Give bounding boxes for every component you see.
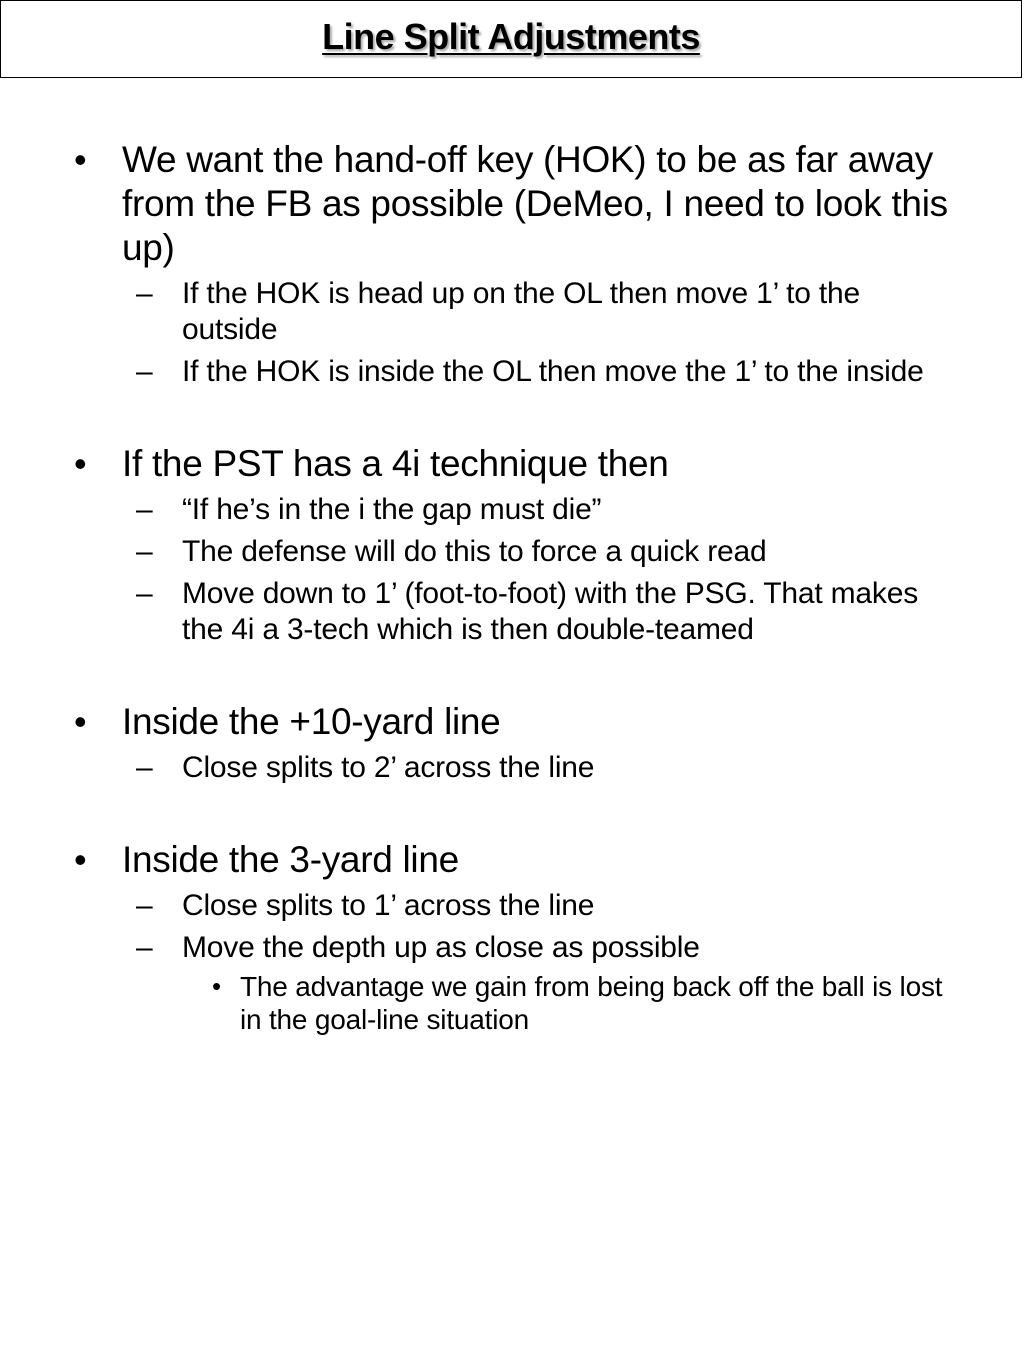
bullet-section-3yard — [72, 838, 962, 1036]
bullet-icon: • — [74, 701, 87, 742]
bullet-text: Inside the 3-yard line — [122, 839, 459, 880]
dash-icon: – — [136, 277, 153, 310]
sub-bullet-text: Close splits to 2’ across the line — [182, 751, 595, 784]
sub-bullet-text: Close splits to 1’ across the line — [182, 889, 595, 922]
bullet-item — [72, 700, 962, 744]
bullet-icon: • — [212, 971, 222, 1001]
sub-bullet-text: “If he’s in the i the gap must die” — [182, 493, 602, 526]
dash-icon: – — [136, 493, 153, 526]
bullet-section-hok — [72, 138, 962, 390]
sub-bullet-text: Move the depth up as close as possible — [182, 931, 700, 964]
sub-bullet-item — [122, 276, 962, 348]
dash-icon: – — [136, 931, 153, 964]
sub-bullet-item — [122, 492, 962, 528]
bullet-text: Inside the +10-yard line — [122, 701, 501, 742]
bullet-icon: • — [74, 443, 87, 484]
bullet-item — [72, 138, 962, 270]
slide-content — [72, 138, 962, 1066]
bullet-item — [72, 442, 962, 486]
sub-sub-bullet-item — [204, 970, 962, 1036]
sub-bullet-text: If the HOK is inside the OL then move the 1’ to the inside — [182, 355, 924, 388]
bullet-section-plus10 — [72, 700, 962, 786]
sub-bullet-item — [122, 750, 962, 786]
sub-bullet-item — [122, 354, 962, 390]
sub-bullet-item — [122, 534, 962, 570]
slide-title: Line Split Adjustments — [322, 16, 700, 57]
dash-icon: – — [136, 577, 153, 610]
bullet-section-4i — [72, 442, 962, 648]
sub-bullet-item — [122, 930, 962, 966]
bullet-text: If the PST has a 4i technique then — [122, 443, 669, 484]
sub-bullet-text: Move down to 1’ (foot-to-foot) with the PSG. That makes the 4i a 3-tech which is then double-teamed — [182, 577, 918, 646]
dash-icon: – — [136, 751, 153, 784]
dash-icon: – — [136, 535, 153, 568]
bullet-icon: • — [74, 139, 87, 180]
bullet-item — [72, 838, 962, 882]
title-box — [0, 0, 1022, 78]
sub-sub-bullet-text: The advantage we gain from being back off the ball is lost in the goal-line situation — [240, 971, 943, 1035]
sub-bullet-text: If the HOK is head up on the OL then move 1’ to the outside — [182, 277, 860, 346]
bullet-text: We want the hand-off key (HOK) to be as far away from the FB as possible (DeMeo, I need to look this up) — [122, 139, 948, 268]
sub-bullet-item — [122, 888, 962, 924]
sub-bullet-text: The defense will do this to force a quick read — [182, 535, 767, 568]
dash-icon: – — [136, 355, 153, 388]
sub-bullet-item — [122, 576, 962, 648]
dash-icon: – — [136, 889, 153, 922]
bullet-icon: • — [74, 839, 87, 880]
